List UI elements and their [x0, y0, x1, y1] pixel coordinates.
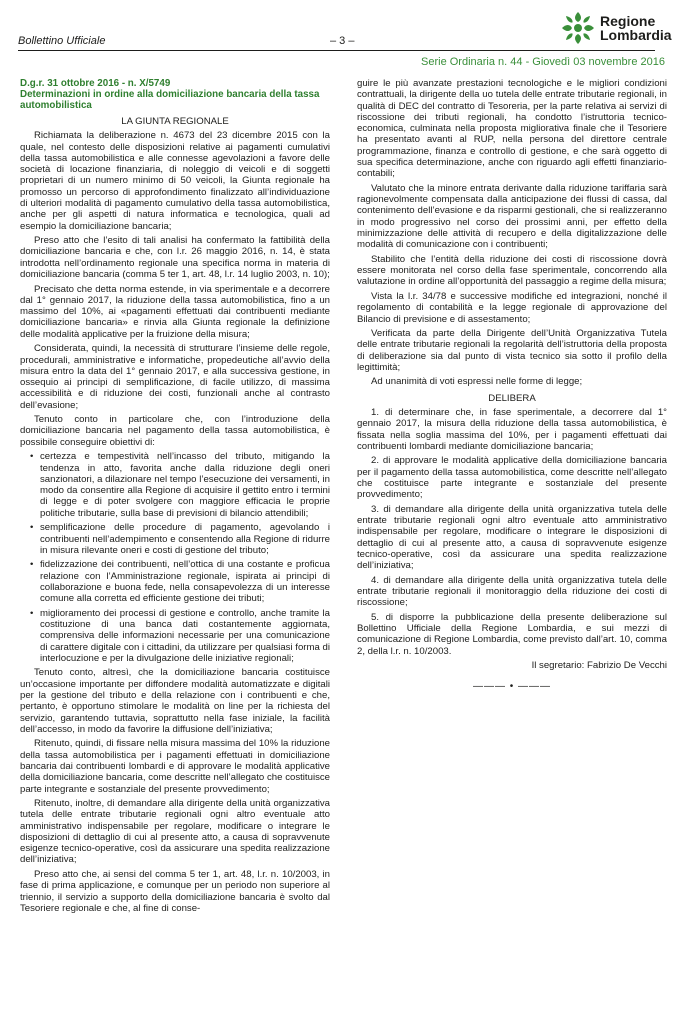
paragraph: 5. di disporre la pubblicazione della presente deliberazione sul Bollettino Ufficiale della Regione Lombardia, e sui mezzi di comunicazione di Regione Lombardia, come previsto dall’art. 10, comma 2, della l.r. n. 10/2003.: [357, 611, 667, 657]
paragraph: Tenuto conto in particolare che, con l’introduzione della domiciliazione bancaria nel pagamento della tassa automobilistica, è possibile conseguire obiettivi di:: [20, 414, 330, 448]
publication-title: Bollettino Ufficiale: [18, 35, 106, 47]
logo-line-2: Lombardia: [600, 27, 672, 43]
right-paragraphs-1: [357, 78, 667, 388]
paragraph: Tenuto conto, altresì, che la domiciliazione bancaria costituisce un’occasione importante per diffondere modalità automatizzate e digitali per la gestione del tributo e della relazione con i contribuenti e che, pertanto, è opportuno stimolare le modalità on line per la richiesta del servizio, garantendo tuttavia, soprattutto nella fase iniziale, la facilità dell’accesso, in modo da favorire la diffusione dell’iniziativa;: [20, 667, 330, 735]
series-info: Serie Ordinaria n. 44 - Giovedì 03 novembre 2016: [421, 56, 665, 68]
paragraph: Ad unanimità di voti espressi nelle forme di legge;: [371, 376, 583, 388]
list-item: • certezza e tempestività nell’incasso del tributo, mitigando la tendenza in atto, favorita anche dalla riduzione degli oneri sanzionatori, a dilazionare nel tempo l’esecuzione dei versamenti, in modo da consentire alla Regione di acquisire il gettito entro i termini di legge e di poter svolgere con maggiore efficacia le proprie politiche tributarie, sulla base di previsioni di bilancio attendibili;: [30, 451, 330, 519]
delibera-title: DELIBERA: [488, 392, 536, 404]
page-number: – 3 –: [330, 35, 355, 47]
paragraph: 3. di demandare alla dirigente della unità organizzativa tutela delle entrate tributarie regionali ogni altro eventuale atto amministrativo indispensabile per regolare, modificare o integrare le disposizioni di dettaglio di cui al presente atto, a causa di sopravvenute esigenze tecnico-operative, così da assicurare una spedita realizzazione dell’iniziativa;: [357, 503, 667, 572]
signature: Il segretario: Fabrizio De Vecchi: [531, 660, 667, 672]
paragraph: Precisato che detta norma estende, in via sperimentale e a decorrere dal 1° gennaio 2017, la riduzione della tassa automobilistica, fino a un massimo del 10%, ai «pagamenti effettuati dai contribuenti mediante domiciliazione bancaria» e rinvia alla Giunta regionale la definizione delle modalità applicative per la fruizione della misura;: [20, 283, 330, 340]
paragraph: Verificata da parte della Dirigente dell’Unità Organizzativa Tutela delle entrate tributarie regionali la regolarità dell’istruttoria della proposta di deliberazione sia dal punto di vista tecnico sia sotto il profilo della legittimità;: [357, 327, 667, 373]
paragraph: Preso atto che, ai sensi del comma 5 ter 1, art. 48, l.r. n. 10/2003, in fase di prima applicazione, e comunque per un periodo non superiore al triennio, il servizio a supporto della domiciliazione bancaria è svolto dal Tesoriere regionale e che, al fine di conse-: [20, 868, 330, 914]
paragraph: Valutato che la minore entrata derivante dalla riduzione tariffaria sarà ragionevolmente compensata dalla anticipazione dei flussi di cassa, dal contenimento dell’evasione e da risparmi gestionali, che si realizzeranno in modo progressivo nel corso dei prossimi anni, per effetto della minimizzazione delle attività di recupero e della digitalizzazione delle modalità di comunicazione con i contribuenti;: [357, 182, 667, 251]
rose-camuna-icon: [560, 10, 596, 46]
regione-lombardia-logo: [560, 10, 680, 50]
paragraph: 4. di demandare alla dirigente della unità organizzativa tutela delle entrate tributarie regionali il monitoraggio della riduzione dei costi di riscossione;: [357, 574, 667, 609]
paragraph: Ritenuto, inoltre, di demandare alla dirigente della unità organizzativa tutela delle entrate tributarie regionali ogni altro eventuale atto amministrativo indispensabile per regolare, modificare o integrare le disposizioni di dettaglio di cui al presente atto, a causa di sopravvenute esigenze tecnico-operative, così da assicurare una spedita realizzazione dell’iniziativa;: [20, 797, 330, 866]
paragraph: 2. di approvare le modalità applicative della domiciliazione bancaria per il pagamento della tassa automobilistica, come descritte nell’allegato che costituisce parte integrante e sostanziale del presente provvedimento;: [357, 455, 667, 501]
paragraph: Ritenuto, quindi, di fissare nella misura massima del 10% la riduzione della tassa automobilistica per i pagamenti effettuati in domiciliazione bancaria dai contribuenti lombardi e di approvare le modalità applicative della domiciliazione bancaria, come descritte nell’allegato che costituisce parte integrante e sostanziale del presente provvedimento;: [20, 738, 330, 795]
list-item: • miglioramento dei processi di gestione e controllo, anche tramite la costituzione di una banca dati costantemente aggiornata, comprensiva delle informazioni necessarie per una comunicazione di carattere digitale con i cittadini, da utilizzare per qualsiasi forma di interlocuzione e per la divulgazione delle iniziative regionali;: [30, 608, 330, 664]
act-title: Determinazioni in ordine alla domiciliazione bancaria della tassa automobilistica: [20, 89, 320, 111]
logo-wordmark: [600, 14, 672, 42]
paragraph: Considerata, quindi, la necessità di strutturare l’insieme delle regole, procedurali, amministrative e informatiche, propedeutiche all’avvio della misura entro la data del 1° gennaio 2017, e alla successiva gestione, in ossequio ai principi di semplificazione, di facile utilizzo, di massima accessibilità e di riduzione dei costi, funzionali anche al contrasto dell’evasione;: [20, 343, 330, 411]
act-reference: D.g.r. 31 ottobre 2016 - n. X/5749: [20, 78, 171, 89]
paragraph: guire le più avanzate prestazioni tecnologiche e le migliori condizioni contrattuali, la dirigente della uo tutela delle entrate tributarie regionali, in qualità di DEC del contratto di Tesoreria, per la parte relativa ai servizi di riscossione dei tributi regionali, ha condotto l’istruttoria tecnico-economica, culminata nella proposta migliorativa finale che il Tesoriere ha presentato avanti al RUP, nella persona del direttore centrale programmazione, finanza e controllo di gestione, e che sarà oggetto di sua specifica determinazione, anche con riguardo agli effetti finanziario-contabili;: [357, 78, 667, 180]
list-item: • fidelizzazione dei contribuenti, nell’ottica di una costante e proficua relazione con l’Amministrazione regionale, ispirata ai principi di collaborazione e buona fede, nella consapevolezza di un interesse comune alla corretta ed efficiente gestione dei tributi;: [30, 559, 330, 604]
paragraph: Richiamata la deliberazione n. 4673 del 23 dicembre 2015 con la quale, nel contesto delle disposizioni relative ai pagamenti cumulativi della tassa automobilistica e alle connesse agevolazioni a favore delle società di locazione finanziaria, di noleggio di veicoli e di soggetti proprietari di un numero minimo di 50 veicoli, la Giunta regionale ha promosso un percorso di approfondimento finalizzato all’individuazione di ulteriori modalità di pagamento cumulativo della tassa automobilistica, anche per gli aspetti di natura informatica e tecnologica, quali ad esempio la domiciliazione bancaria;: [20, 130, 330, 232]
right-column: [357, 78, 667, 693]
right-paragraphs-2: [357, 407, 667, 657]
logo-line-1: Regione: [600, 13, 656, 29]
paragraph: Vista la l.r. 34/78 e successive modifiche ed integrazioni, nonché il regolamento di contabilità e la legge regionale di approvazione del Bilancio di previsione e di assestamento;: [357, 290, 667, 325]
body-title: LA GIUNTA REGIONALE: [121, 116, 229, 127]
paragraph: Preso atto che l’esito di tali analisi ha confermato la fattibilità della domiciliazione bancaria e che, con l.r. 26 maggio 2016, n. 14, è stata introdotta nell’ordinamento regionale una specifica norma in materia di domiciliazione bancaria (comma 5 ter 1, art. 48, l.r. 14 luglio 2003, n. 10);: [20, 235, 330, 281]
header-rule: [18, 50, 655, 51]
objectives-list: [30, 451, 330, 664]
paragraph: 1. di determinare che, in fase sperimentale, a decorrere dal 1° gennaio 2017, la misura della riduzione della tassa automobilistica, è fissata nella soglia massima del 10%, per i pagamenti effettuati dai contribuenti lombardi mediante domiciliazione bancaria;: [357, 406, 667, 452]
end-mark: ——— • ———: [472, 681, 552, 693]
list-item: • semplificazione delle procedure di pagamento, agevolando i contribuenti nell’adempimento e consentendo alla Regione di ridurre in misura rilevante oneri e costi di gestione del tributo;: [30, 522, 330, 556]
page-header: [0, 0, 693, 72]
left-column: [20, 78, 330, 917]
paragraph: Stabilito che l’entità della riduzione dei costi di riscossione dovrà essere monitorata nel corso della fase sperimentale, concorrendo alla valutazione in ordine all’opportunità del passaggio a regime della misura;: [357, 253, 667, 288]
left-paragraphs-1: [20, 130, 330, 448]
left-paragraphs-2: [20, 667, 330, 914]
